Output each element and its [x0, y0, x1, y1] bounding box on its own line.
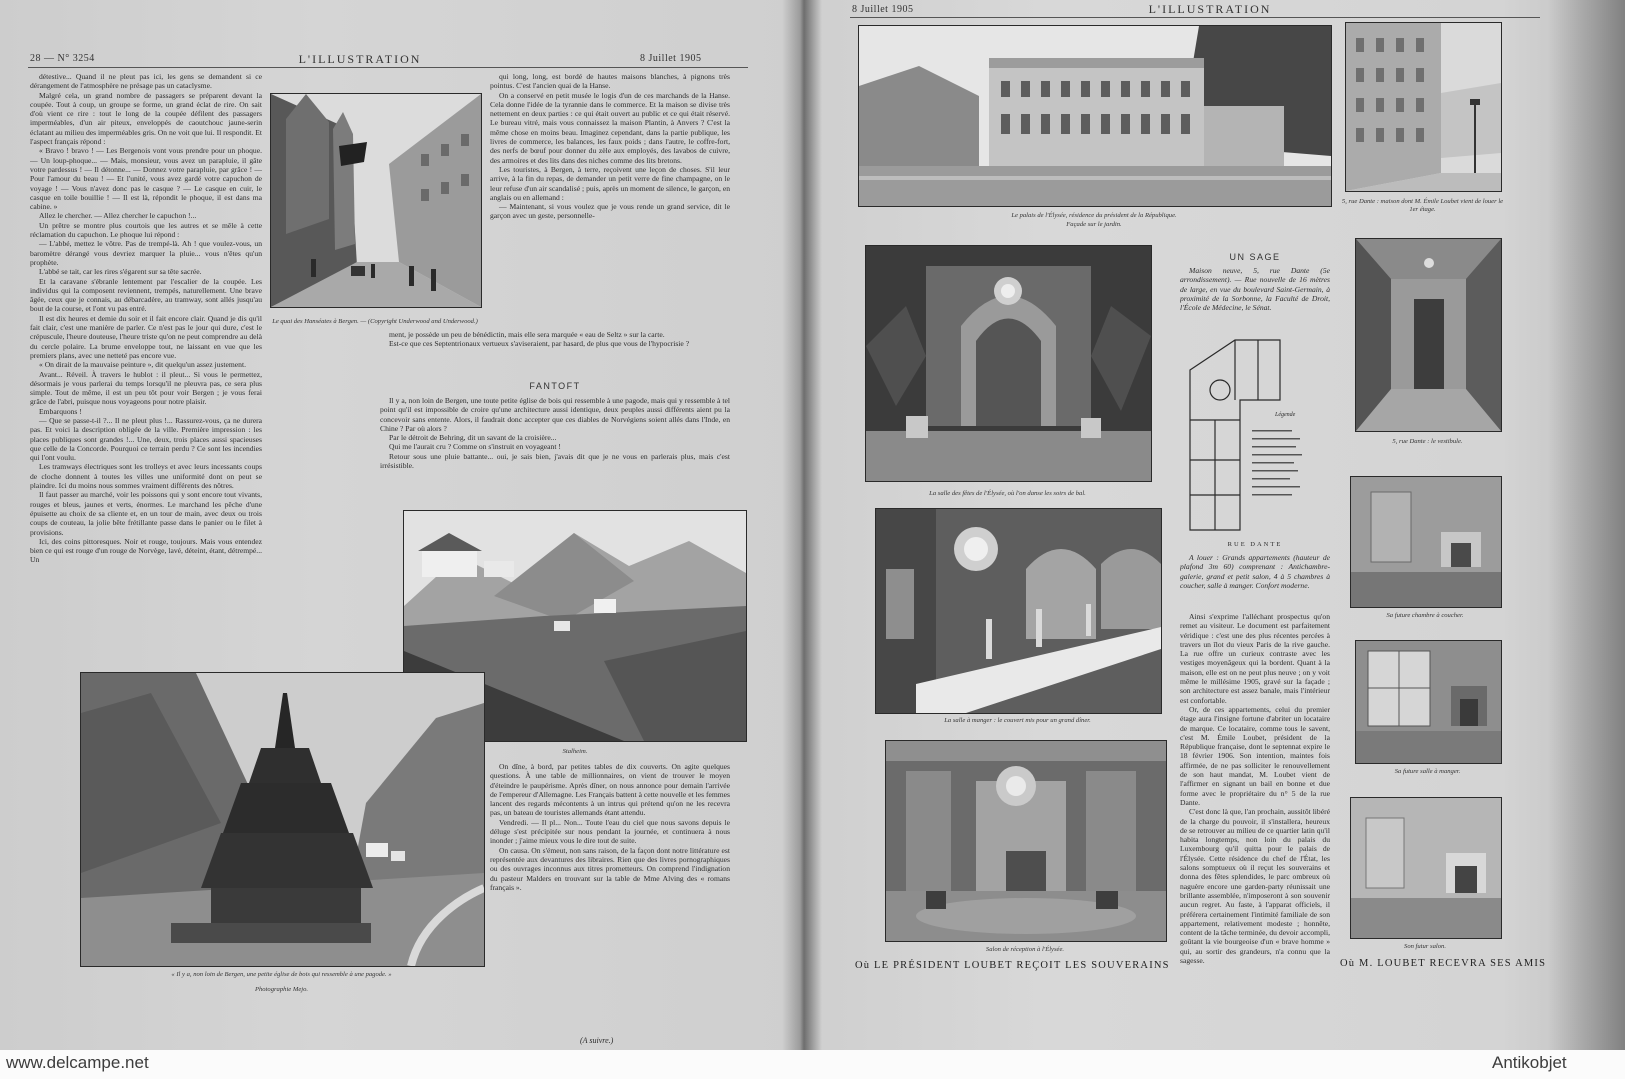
to-be-continued: (A suivre.): [580, 1036, 614, 1045]
un-sage-advert: [1180, 553, 1330, 609]
photo-stave-church: [80, 672, 485, 967]
paragraph: L'abbé se tait, car les rires s'égarent sur sa tête sacrée.: [39, 267, 202, 277]
photo-bergen-quay: [270, 93, 482, 308]
masthead-left: L'ILLUSTRATION: [298, 52, 422, 66]
paragraph: Retour sous une pluie battante... oui, je sais bien, j'avais dit que je ne vous en parlerais plus, mais c'est irrésistible.: [380, 451, 730, 471]
paragraph: Ici, des coins pittoresques. Noir et rouge, toujours. Mais vous entendez bien ce qui est rouge d'un rouge de Norvège, lavé, déteint, étant, détrempé... Un: [30, 536, 262, 565]
paragraph: Il y a, non loin de Bergen, une toute petite église de bois qui ressemble à une pagode, mais qui y ressemble à tel point qu'il est impossible de croire qu'une architecture aussi identique, deux peuples aussi différents aient pu la concevoir sans entente. Alors, il faudrait donc accepter que ces diables de Norvégiens soient allés dans l'Inde, en Chine ? Par où alors ?: [380, 396, 730, 433]
un-sage-article: [1180, 612, 1330, 1002]
caption-elysee-palace: Le palais de l'Élysée, résidence du président de la République.: [1011, 212, 1177, 219]
caption-vestibule: 5, rue Dante : le vestibule.: [1392, 438, 1463, 445]
section-heading-un-sage: UN SAGE: [1229, 252, 1281, 262]
photo-future-bedroom: [1350, 476, 1502, 608]
watermark-antikobjet: Antikobjet: [1492, 1053, 1567, 1072]
photo-elysee-dining-room: [875, 508, 1162, 714]
paragraph: « On dirait de la mauvaise peinture », dit quelqu'un assez justement.: [39, 360, 246, 370]
article-column-1: [30, 72, 262, 662]
floor-plan: [1180, 330, 1330, 540]
headline-elysee: Où LE PRÉSIDENT LOUBET REÇOIT LES SOUVERAINS: [855, 960, 1170, 971]
caption-elysee-dining-room: La salle à manger : le couvert mis pour un grand dîner.: [944, 717, 1091, 724]
paragraph: Avant... Réveil. À travers le hublot : il pleut... Si vous le permettez, désormais je vous parlerai du temps lorsqu'il ne pleuvra pas, ce sera plus simple. Tout de même, il est un peu tôt pour voir Bergen ; je vous ferai grâce de l'abri, puisque nous voyageons pour notre plaisir.: [30, 369, 262, 407]
paragraph: On dîne, à bord, par petites tables de dix couverts. On agite quelques questions. À une table de millionnaires, on vient de trouver le moyen d'éteindre le paupérisme. Après dîner, on nous annonce pour demain l'arrivée de l'empereur d'Allemagne. Les Français battent à cette nouvelle et les femmes lancent des regards mécontents à un intrus qui prétend qu'on ne les recevra pas, un bateau de touristes allemands étant attendu.: [490, 762, 730, 818]
paragraph: Il faut passer au marché, voir les poissons qui y sont encore tout vivants, rouges et bleus, jaunes et verts, énormes. Le marchand les pêche d'une épuisette au choix de sa cliente et, en un tour de main, avec deux ou trois coups de couteau, la jolie bête frétillante passe dans le panier ou le filet à provisions.: [30, 490, 262, 537]
paragraph: Et la caravane s'ébranle lentement par l'escalier de la coupée. Les individus qui la composent reviennent, trempés, naturellement. Une brave âgée, ceux que je connais, au débarcadère, au tramway, sont allés jusqu'au bout de la course, et l'ont vu pas entré.: [30, 276, 262, 314]
paragraph: On causa. On s'émeut, non sans raison, de la façon dont notre littérature est représentée aux devantures des libraires. Rien que des livres pornographiques ou des ouvrages inconnus aux titres prometteurs. On comprend l'indignation du pasteur Malders en trouvant sur la table de Mme Alving des « romans français ».: [490, 845, 730, 892]
paragraph: Embarquons !: [39, 406, 82, 416]
article-column-2: [490, 72, 730, 324]
plan-street-label: RUE DANTE: [1227, 541, 1283, 548]
paragraph: On a conservé en petit musée le logis d'un de ces marchands de la Hanse. Cela donne l'idée de la tyrannie dans le commerce. Et la maison se divise très nettement en deux parties : ce qui était ouvert au public et ce qui était réservé. Le bureau vitré, mais vous connaissez la maison Plantin, à Anvers ? C'est la même chose en moins beau. Imaginez cependant, dans la partie publique, les livres de commerce, les balances, les faux poids ; dans l'autre, le coffre-fort, des nerfs de bœuf pour donner du zèle aux employés, des lavabos de cuivre, des armoires et des lits dans des niches comme des lits bretons.: [490, 90, 730, 165]
page-number: 28 — N° 3254: [30, 53, 95, 64]
paragraph: Maison neuve, 5, rue Dante (5e arrondissement). — Rue nouvelle de 16 mètres de large, en vue du boulevard Saint-Germain, à proximité de la Sorbonne, la Faculté de Droit, l'École de Médecine, le Sénat.: [1180, 266, 1330, 313]
un-sage-intro: [1180, 266, 1330, 326]
caption-elysee-facade: Façade sur le jardin.: [1066, 221, 1122, 228]
caption-salle-des-fetes: La salle des fêtes de l'Élysée, où l'on danse les soirs de bal.: [929, 490, 1086, 497]
caption-future-bedroom: Sa future chambre à coucher.: [1386, 612, 1464, 619]
paragraph: Les tramways électriques sont les trolleys et avec leurs incessants coups de cloche donnent à toutes les villes une uniformité dont on peut se plaindre. Ici du moins nous sommes vraiment différents des nôtres.: [30, 462, 262, 491]
paragraph: Qui me l'aurait cru ? Comme on s'instruit en voyageant !: [389, 442, 561, 452]
paragraph: Ainsi s'exprime l'alléchant prospectus qu'on remet au visiteur. Le document est parfaitement véridique : c'est une des plus récentes percées à travers un îlot du vieux Paris de la rive gauche. La rue offre un curieux contraste avec les vestiges moyenâgeux qui la bordent. Quant à la maison, elle est on ne peut plus neuve ; on y voit même le millésime 1905, gravé sur la façade ; son architecture est assez banale, mais l'intérieur est confortable.: [1180, 612, 1330, 705]
paragraph: Un prêtre se montre plus courtois que les autres et se mêle à cette réclamation du capuchon. Le phoque lui répond :: [30, 220, 262, 240]
watermark-band: [0, 1050, 1625, 1079]
plan-legend-label: Légende: [1275, 412, 1296, 418]
caption-bergen-quay: Le quai des Hanséates à Bergen. — (Copyright Underwood and Underwood.): [272, 318, 478, 325]
paragraph: — L'abbé, mettez le vôtre. Pas de trempé-là. Ah ! que voulez-vous, un baromètre dérangé vous devriez marquer la pluie... vous n'êtes qu'un prophète.: [30, 239, 262, 267]
paragraph: ment, je possède un peu de bénédictin, mais elle sera marquée « eau de Seltz » sur la carte.: [389, 330, 665, 339]
photo-future-salon: [1350, 797, 1502, 939]
caption-stalheim: Stalheim.: [562, 748, 588, 755]
photo-salle-des-fetes: [865, 245, 1152, 482]
paragraph: Allez le chercher. — Allez chercher le capuchon !...: [39, 211, 197, 221]
masthead-right: L'ILLUSTRATION: [1148, 2, 1272, 16]
issue-date-left: 8 Juillet 1905: [640, 53, 702, 64]
photo-vestibule: [1355, 238, 1502, 432]
paragraph: A louer : Grands appartements (hauteur de plafond 3m 60) comprenant : Antichambre-galerie, grand et petit salon, 4 à 5 chambres à coucher, salle à manger. Confort moderne.: [1180, 553, 1330, 590]
paragraph: Il est dix heures et demie du soir et il fait encore clair. Quand je dis qu'il fait clair, c'est une manière de parler. Ce n'est pas le jour qui dure, c'est le crépuscule, l'heure douteuse, l'heure triste qu'on ne peut comprendre au delà du cercle polaire. La brume enveloppe tout, ne laissant en vue que les premiers plans, avec une netteté pas encore vue.: [30, 313, 262, 360]
photo-elysee-palace: [858, 25, 1332, 207]
page-edge-shadow: [1548, 0, 1625, 1050]
photo-elysee-reception-salon: [885, 740, 1167, 942]
paragraph: détestive... Quand il ne pleut pas ici, les gens se demandent si ce dérangement de l'atmosphère ne présage pas un cataclysme.: [30, 72, 262, 91]
header-rule-right: [850, 17, 1540, 18]
paragraph: Vendredi. — Il pl... Non... Toute l'eau du ciel que nous savons depuis le déluge s'est précipitée sur nous pendant la journée, et continuera à nous inonder ; j'aime mieux vous le dire tout de suite.: [490, 817, 730, 846]
paragraph: Est-ce que ces Septentrionaux vertueux s'aviseraient, par hasard, de plus que vous de l'hypocrisie ?: [389, 339, 690, 349]
paragraph: — Que se passe-t-il ?... Il ne pleut plus !... Rassurez-vous, ça ne durera pas. Et voici la description obligée de la ville. Première impression : les places publiques sont grandes !... Une, deux, trois places aussi spacieuses que celle de la Concorde. Pourquoi ce terrain perdu ? Ce sont les incendies qui l'ont voulu.: [30, 415, 262, 463]
paragraph: qui long, long, est bordé de hautes maisons blanches, à pignons très pointus. C'est l'ancien quai de la Hanse.: [490, 72, 730, 91]
article-column-3: [490, 762, 730, 1032]
photo-future-dining-room: [1355, 640, 1502, 764]
caption-elysee-reception-salon: Salon de réception à l'Élysée.: [985, 946, 1065, 953]
page-gutter: [782, 0, 822, 1050]
caption-future-dining-room: Sa future salle à manger.: [1394, 768, 1461, 775]
watermark-delcampe: www.delcampe.net: [6, 1053, 149, 1072]
fantoft-text: [380, 396, 730, 506]
paragraph: Les touristes, à Bergen, à terre, reçoivent une leçon de choses. S'il leur arrive, à la fin du repas, de demander un petit verre de fine champagne, on le leur refuse d'un air scandalisé ; puis, après un moment de silence, le garçon, en anglais ou en allemand :: [490, 164, 730, 202]
caption-stave-church: « Il y a, non loin de Bergen, une petite église de bois qui ressemble à une pagode. »: [171, 971, 392, 978]
article-column-2-continued: [380, 330, 730, 378]
issue-date-right: 8 Juillet 1905: [852, 4, 914, 15]
headline-rue-dante: Où M. LOUBET RECEVRA SES AMIS: [1340, 958, 1547, 969]
paragraph: « Bravo ! bravo ! — Les Bergenois vont vous prendre pour un phoque. — Un loup-phoque... — Mais, monsieur, vous avez un parapluie, il gâte votre pardessus ! — Il détonne... — Donnez votre parapluie, par grâce ! — Pour l'amour du beau ! — Et l'unité, vous avez gardé votre capuchon de voyage ! — Vous n'avez donc pas le casque ? — Le casque en cuir, le casque en toile bouillie ! — Il est là, répondit le phoque, il est dans ma cabine. »: [30, 146, 262, 212]
caption-rue-dante-house: 5, rue Dante : maison dont M. Émile Loubet vient de louer le 1er étage.: [1341, 198, 1504, 213]
section-heading-fantoft: FANTOFT: [529, 381, 581, 391]
photo-rue-dante-house: [1345, 22, 1502, 192]
caption-future-salon: Son futur salon.: [1404, 943, 1446, 950]
paragraph: Or, de ces appartements, celui du premier étage aura l'insigne fortune d'abriter un locataire de marque. Ce locataire, comme tous le savent, c'est M. Émile Loubet, président de la République française, dont le septennat expire le 18 février 1906. Son intention, maintes fois affirmée, de ne pas solliciter le renouvellement de son haut mandat, M. Loubet vient de l'affirmer en signant un bail en bonne et due forme avec le propriétaire du n° 5 de la rue Dante.: [1180, 704, 1330, 807]
paragraph: Malgré cela, un grand nombre de passagers se préparent devant la coupée. Tout à coup, un groupe se forme, un grand éclat de rire. On sait d'où vient ce rire : tout le long de la coupée défilent des passagers imperméables, d'un air piteux, enveloppés de caoutchouc jaune-serin éclatant au milieu des imperméables gris. On ne voit que lui. Il respondit. Et l'aspect français répond :: [30, 90, 262, 147]
photo-credit: Photographie Mejo.: [254, 986, 309, 993]
paragraph: C'est donc là que, l'an prochain, aussitôt libéré de la charge du pouvoir, il s'installera, heureux de se retrouver au milieu de ce quartier latin qu'il habita longtemps, non loin du palais du Luxembourg qu'il quitta pour le palais de l'Élysée. Cette résidence du chef de l'État, les salons somptueux où il reçut les souverains et donna des fêtes splendides, le parc ombreux où naguère encore une garden-party réunissait une brillante assemblée, n'imposeront à son souvenir aucun regret. Au faste, à l'apparat officiels, il préférera certainement l'intimité familiale de son appartement, relativement modeste ; honnête, content de la tâche terminée, du devoir accompli, goûtant la vie bourgeoise d'un « brave homme » qui, au sortir des grandeurs, n'a connu que la sagesse.: [1180, 807, 1330, 965]
header-rule-left: [28, 67, 748, 68]
paragraph: — Maintenant, si vous voulez que je vous rende un grand service, dit le garçon avec un geste, personnelle-: [490, 202, 730, 221]
paragraph: Par le détroit de Behring, dit un savant de la croisière...: [389, 433, 557, 443]
